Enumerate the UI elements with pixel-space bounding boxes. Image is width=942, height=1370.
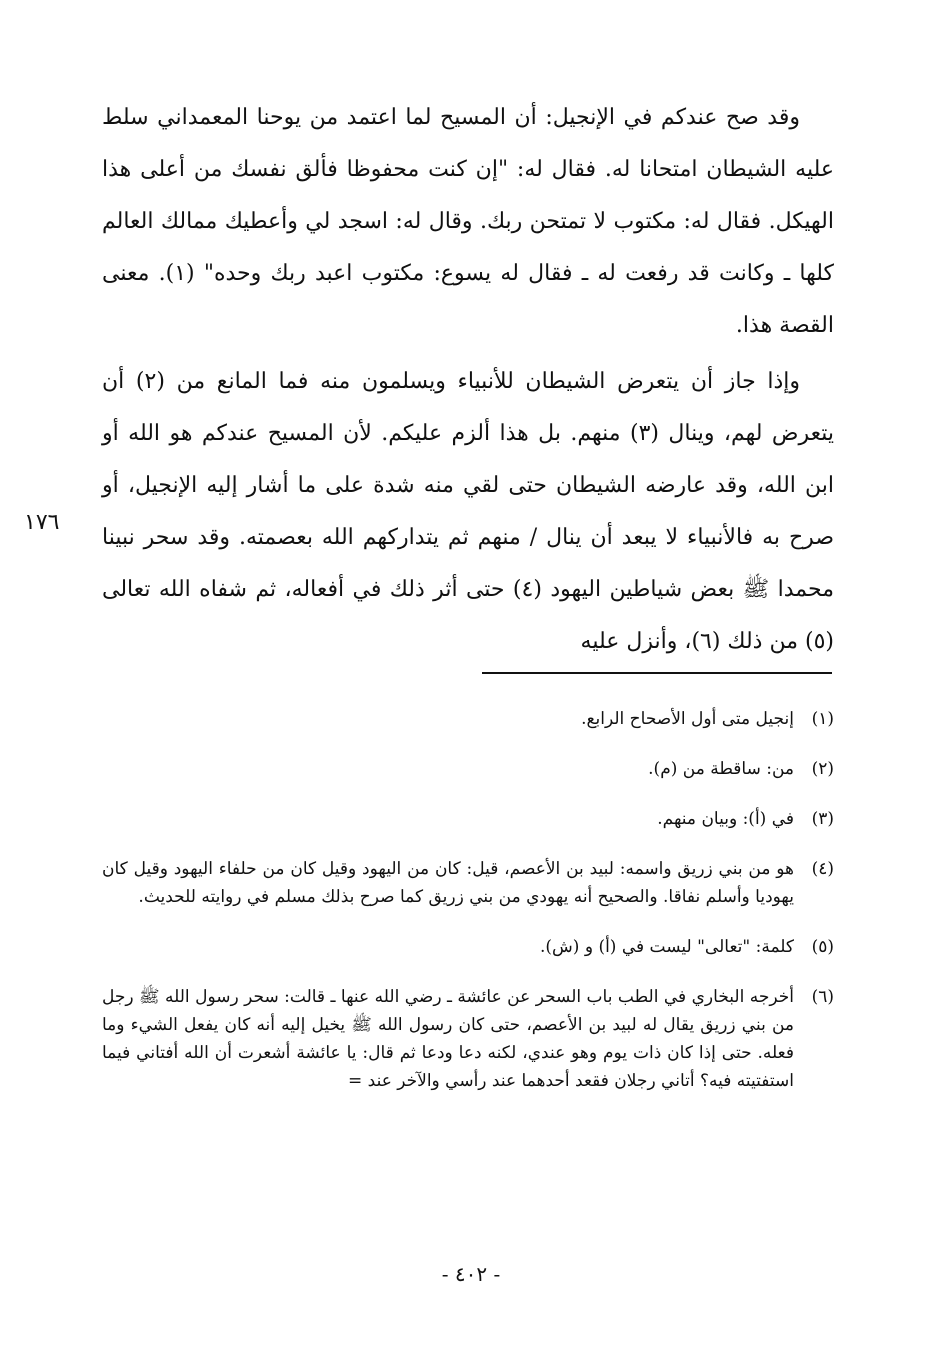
footnote-text: من: ساقطة من (م). xyxy=(648,759,794,779)
footnote-text: أخرجه البخاري في الطب باب السحر عن عائشة ـ رضي الله عنها ـ قالت: سحر رسول الله ﷺ رجل من بني زريق يقال له لبيد بن الأعصم، حتى كان رسول الله ﷺ يخيل إليه أنه كان يفعل الشيء وما فعله. حتى إذا كان ذات يوم وهو عندي، لكنه دعا ودعا ثم قال: يا عائشة أشعرت أن الله أفتاني فيما استفتيته فيه؟ أتاني رجلان فقعد أحدهما عند رأسي والآخر عند = xyxy=(102,987,794,1091)
footnote-3 xyxy=(102,805,834,833)
footnote-number: (٣) xyxy=(811,809,834,829)
footnote-text: هو من بني زريق واسمه: لبيد بن الأعصم، قيل: كان من اليهود وقيل كان من حلفاء اليهود وقيل كان يهوديا وأسلم نفاقا. والصحيح أنه يهودي من بني زريق كما صرح بذلك مسلم في روايته للحديث. xyxy=(102,859,794,907)
footnote-number: (٦) xyxy=(811,987,834,1007)
footnote-number: (٥) xyxy=(811,937,834,957)
manuscript-folio-number: ١٧٦ xyxy=(24,510,60,535)
footnote-2 xyxy=(102,755,834,783)
footnote-text: كلمة: "تعالى" ليست في (أ) و (ش). xyxy=(540,937,794,957)
main-paragraph-1: وقد صح عندكم في الإنجيل: أن المسيح لما اعتمد من يوحنا المعمداني سلط عليه الشيطان امتحانا له. فقال له: "إن كنت محفوظا فألق نفسك من أعلى هذا الهيكل. فقال له: مكتوب لا تمتحن ربك. وقال له: اسجد لي وأعطيك ممالك العالم كلها ـ وكانت قد رفعت له ـ فقال له يسوع: مكتوب اعبد ربك وحده" (١). معنى القصة هذا. xyxy=(102,105,834,338)
footnote-text: إنجيل متى أول الأصحاح الرابع. xyxy=(581,709,794,729)
footnote-text: في (أ): وبيان منهم. xyxy=(657,809,794,829)
footnote-divider xyxy=(482,672,832,674)
footnotes xyxy=(102,705,834,1117)
page-number: - ٤٠٢ - xyxy=(441,1262,501,1286)
footnote-1 xyxy=(102,705,834,733)
footnote-number: (٢) xyxy=(811,759,834,779)
main-paragraph-2: وإذا جاز أن يتعرض الشيطان للأنبياء ويسلمون منه فما المانع من (٢) أن يتعرض لهم، وينال (٣) منهم. بل هذا ألزم عليكم. لأن المسيح عندكم هو الله أو ابن الله، وقد عارضه الشيطان حتى لقي منه شدة على ما أشار إليه الإنجيل، أو صرح به فالأنبياء لا يبعد أن ينال / منهم ثم يتداركهم الله بعصمته. وقد سحر نبينا محمدا ﷺ بعض شياطين اليهود (٤) حتى أثر ذلك في أفعاله، ثم شفاه الله تعالى (٥) من ذلك (٦)، وأنزل عليه xyxy=(102,369,834,654)
footnote-number: (١) xyxy=(811,709,834,729)
footnote-5 xyxy=(102,933,834,961)
footnote-4 xyxy=(102,855,834,911)
main-text xyxy=(102,92,834,672)
footnote-6 xyxy=(102,983,834,1095)
footnote-number: (٤) xyxy=(811,859,834,879)
